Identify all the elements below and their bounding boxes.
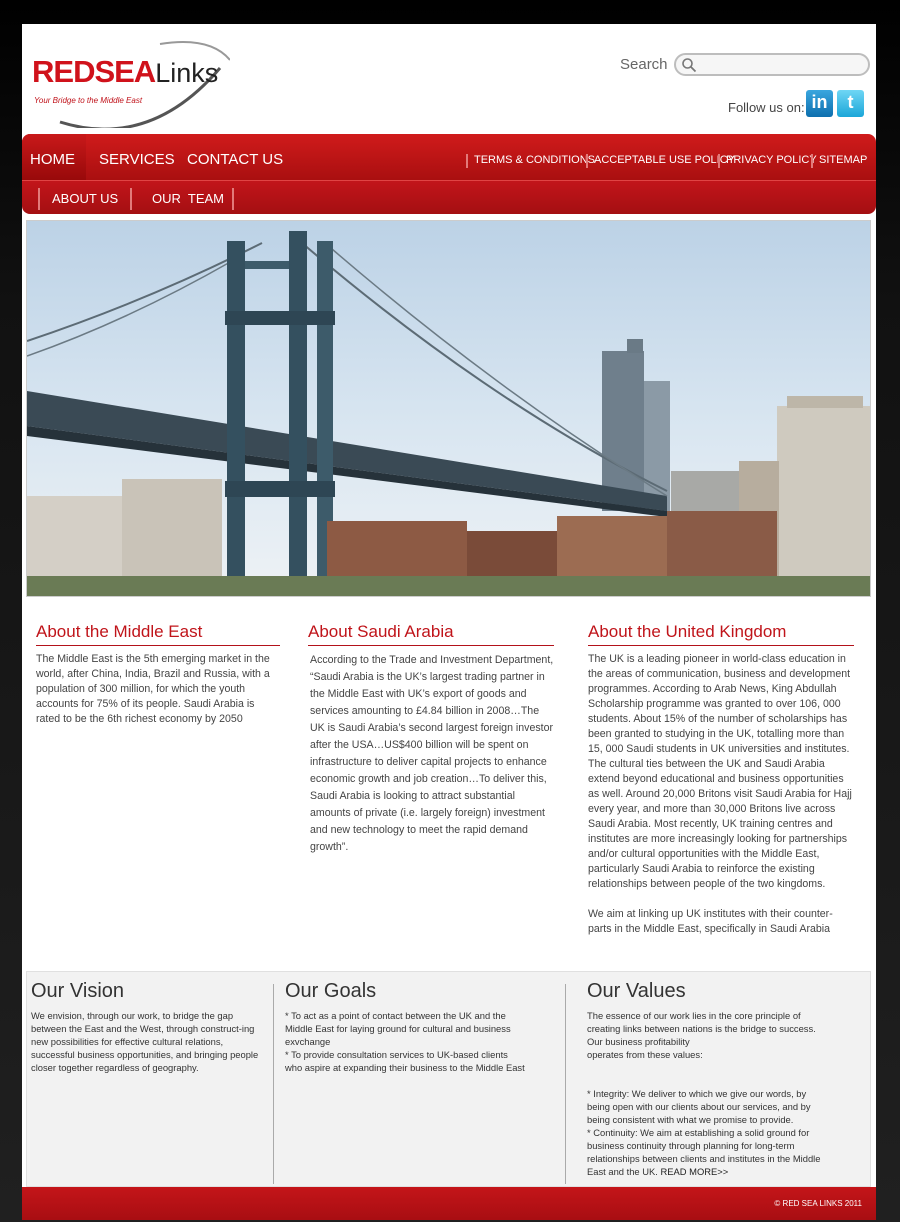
bridge-skyline-illustration: [27, 221, 871, 597]
nav-acceptable-use[interactable]: ACCEPTABLE USE POLICY: [586, 154, 735, 168]
values-block: [587, 980, 827, 1178]
values-body: The essence of our work lies in the core principle of creating links between nations is the bridge to success. Our business profitability operates from these values: * Integrity: We deliver to which we give our words, by being open with our clients about our services, and by being consistent with what we promise to provide. * Continuity: We aim at establishing a solid ground for business continuity through planning for long-term relationships between clients and institutes in the Middle East and the UK.: [587, 1010, 821, 1177]
logo-links: Links: [155, 58, 219, 88]
col-middle-east-title: About the Middle East: [36, 622, 280, 646]
site-logo[interactable]: [30, 38, 230, 128]
search-icon[interactable]: [681, 57, 697, 73]
panel-divider: [565, 984, 566, 1184]
vision-title: Our Vision: [31, 980, 125, 1002]
search-label: Search: [620, 56, 668, 73]
read-more-link[interactable]: READ MORE>>: [660, 1166, 729, 1177]
goals-title: Our Goals: [285, 980, 377, 1002]
twitter-icon[interactable]: [837, 90, 864, 117]
goals-text: * To act as a point of contact between the UK and the Middle East for laying ground for cultural and business exvchange * To provide consultation services to UK-based clients who aspire at expanding their business to the Middle East: [285, 1010, 525, 1073]
nav-about-us[interactable]: ABOUT US: [52, 191, 119, 206]
logo-tagline: Your Bridge to the Middle East: [34, 96, 143, 105]
primary-nav: [22, 134, 876, 180]
nav-separator: [38, 188, 40, 210]
values-text: [587, 1009, 827, 1178]
linkedin-icon[interactable]: [806, 90, 833, 117]
col-united-kingdom: [588, 622, 854, 937]
nav-sitemap[interactable]: SITEMAP: [811, 154, 867, 168]
logo-wordmark: [32, 54, 218, 90]
nav-home[interactable]: HOME: [30, 151, 75, 168]
linkedin-glyph: in: [811, 92, 828, 112]
nav-separator: [130, 188, 132, 210]
goals-block: [285, 980, 525, 1074]
secondary-nav: [22, 180, 876, 214]
col-saudi-text: According to the Trade and Investment Department, “Saudi Arabia is the UK’s largest trading partner in the Middle East with UK’s export of goods and services amounting to £4.84 billion in 2008…The UK is Saudi Arabia’s second largest foreign investor after the USA…US$400 billion will be spent on infrastructure to deliver capital projects to enhance economic growth and job creation…To deliver this, Saudi Arabia is looking to attract substantial amounts of private (i.e. largely foreign) investment and new technology to meet the rapid demand growth”.: [310, 654, 554, 853]
search-box[interactable]: [674, 53, 870, 76]
nav-our-team[interactable]: OUR TEAM: [152, 191, 224, 206]
vision-block: [31, 980, 263, 1074]
nav-terms[interactable]: TERMS & CONDITIONS: [466, 154, 595, 168]
hero-image: [26, 220, 871, 597]
vision-text: We envision, through our work, to bridge the gap between the East and the West, through construct-ing new possibilities for effective cultural relations, successful business opportunities, and bringing people closer together regardless of geography.: [31, 1010, 259, 1073]
logo-redsea: REDSEA: [32, 54, 156, 89]
values-title: Our Values: [587, 980, 686, 1002]
footer: [22, 1187, 876, 1220]
col-saudi-arabia: [308, 622, 554, 856]
copyright: © RED SEA LINKS 2011: [774, 1199, 862, 1208]
follow-label: Follow us on:: [728, 100, 805, 115]
page: [22, 24, 876, 1220]
col-uk-title: About the United Kingdom: [588, 622, 854, 646]
nav-services[interactable]: SERVICES: [99, 151, 175, 168]
col-middle-east: [36, 622, 280, 727]
twitter-glyph: t: [847, 92, 854, 112]
nav-privacy[interactable]: PRIVACY POLICY: [718, 154, 817, 168]
search-input[interactable]: [700, 56, 860, 73]
info-panel: [26, 971, 871, 1187]
col-middle-east-text: The Middle East is the 5th emerging market in the world, after China, India, Brazil and Russia, with a population of 300 million, for which the youth accounts for 75% of its people. Saudi Arabia is rated to be the 6th richest economy by 2050: [36, 653, 270, 725]
nav-contact[interactable]: CONTACT US: [187, 151, 284, 168]
nav-separator: [232, 188, 234, 210]
panel-divider: [273, 984, 274, 1184]
col-saudi-title: About Saudi Arabia: [308, 622, 554, 646]
col-uk-text-2: We aim at linking up UK institutes with their counter-parts in the Middle East, specifically in Saudi Arabia: [588, 908, 833, 935]
col-uk-text: The UK is a leading pioneer in world-class education in the areas of communication, business and development programmes. According to Arab News, King Abdullah Scholarship programme was granted to over 106, 000 students. About 15% of the number of scholarships has been granted to studying in the UK, totalling more than 15, 000 Saudi students in UK universities and institutes. The cultural ties between the UK and Saudi Arabia extend beyond educational and business opportunities as well. Around 20,000 Britons visit Saudi Arabia for Hajj every year, and more than 30,000 Britons live across Saudi Arabia. Most recently, UK training centres and institutes are more increasingly looking for partnerships and/or cultural opportunities with the Middle East, particularly Saudi Arabia to reinforce the existing relationships between people of the two kingdoms.: [588, 653, 852, 890]
